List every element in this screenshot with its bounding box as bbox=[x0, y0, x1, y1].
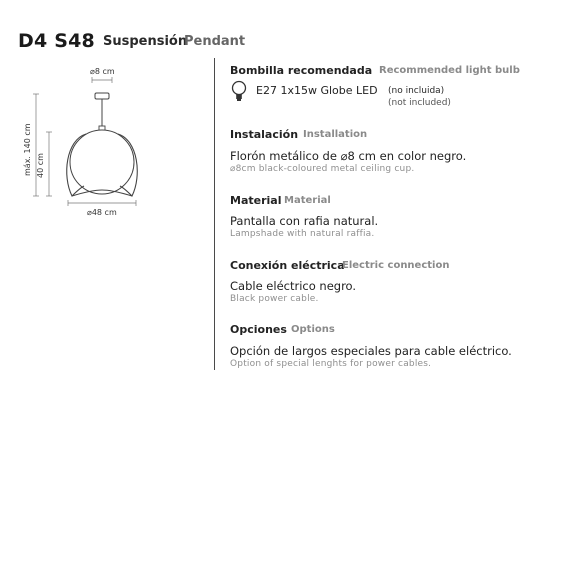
bulb-note-en: (not included) bbox=[388, 98, 451, 108]
product-type-es: Suspensión bbox=[103, 34, 188, 49]
bulb-title-es: Bombilla recomendada bbox=[230, 64, 373, 77]
options-title-en: Options bbox=[291, 324, 335, 335]
options-title-es: Opciones bbox=[230, 323, 287, 336]
connection-title-en: Electric connection bbox=[342, 260, 450, 271]
lampshade-shape bbox=[67, 130, 138, 196]
pendant-technical-drawing bbox=[0, 60, 214, 230]
bulb-note-es: (no incluida) bbox=[388, 86, 445, 96]
product-code: D4 S48 bbox=[18, 30, 95, 52]
material-title-es: Material bbox=[230, 194, 282, 207]
max-height-label: máx. 140 cm bbox=[23, 123, 32, 176]
vertical-divider bbox=[214, 58, 215, 370]
shade-height-label: 40 cm bbox=[36, 153, 45, 178]
options-text-en: Option of special lenghts for power cables. bbox=[230, 359, 432, 369]
top-diameter-label: ⌀8 cm bbox=[90, 67, 115, 76]
material-text-es: Pantalla con rafia natural. bbox=[230, 214, 379, 228]
light-bulb-icon bbox=[231, 80, 247, 104]
installation-title-es: Instalación bbox=[230, 128, 299, 141]
installation-text-en: ⌀8cm black-coloured metal ceiling cup. bbox=[230, 164, 415, 174]
installation-title-en: Installation bbox=[303, 129, 368, 140]
material-text-en: Lampshade with natural raffia. bbox=[230, 229, 375, 239]
material-title-en: Material bbox=[284, 195, 331, 206]
connection-text-en: Black power cable. bbox=[230, 294, 319, 304]
connection-title-es: Conexión eléctrica bbox=[230, 259, 345, 272]
bottom-diameter-label: ⌀48 cm bbox=[87, 208, 117, 217]
options-text-es: Opción de largos especiales para cable eléctrico. bbox=[230, 344, 512, 358]
bulb-title-en: Recommended light bulb bbox=[379, 65, 520, 76]
bulb-spec: E27 1x15w Globe LED bbox=[256, 84, 378, 97]
installation-text-es: Florón metálico de ⌀8 cm en color negro. bbox=[230, 149, 467, 163]
product-type-en: Pendant bbox=[184, 34, 246, 49]
connection-text-es: Cable eléctrico negro. bbox=[230, 279, 357, 293]
ceiling-cup-shape bbox=[95, 93, 109, 99]
